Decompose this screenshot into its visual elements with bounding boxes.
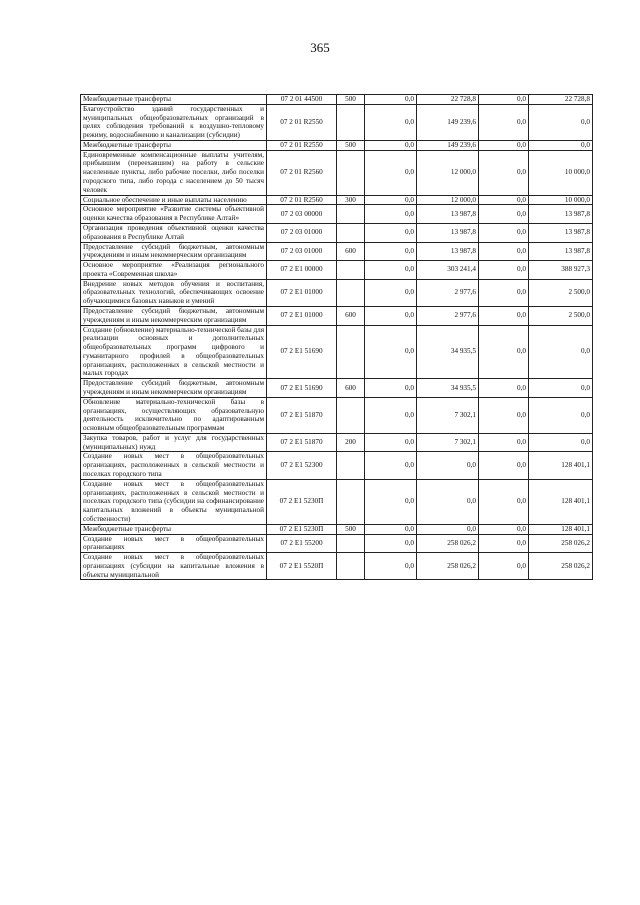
row-value-cell-4: 13 987,8 bbox=[529, 223, 593, 242]
row-value-cell-3: 0,0 bbox=[479, 104, 529, 140]
row-value-cell-1: 0,0 bbox=[365, 433, 417, 452]
row-expense-type-cell bbox=[337, 279, 365, 306]
row-value-cell-2: 13 987,8 bbox=[417, 205, 479, 224]
row-expense-type-cell bbox=[337, 104, 365, 140]
row-value-cell-3: 0,0 bbox=[479, 553, 529, 580]
row-expense-type-cell bbox=[337, 534, 365, 553]
table-row bbox=[81, 433, 593, 452]
row-expense-type-cell: 500 bbox=[337, 95, 365, 105]
row-value-cell-3: 0,0 bbox=[479, 261, 529, 280]
table-row bbox=[81, 104, 593, 140]
row-expense-type-cell: 200 bbox=[337, 433, 365, 452]
table-row bbox=[81, 306, 593, 325]
row-code-cell: 07 2 01 R2560 bbox=[267, 150, 337, 195]
row-name-cell: Внедрение новых методов обучения и воспитания, образовательных технологий, обеспечивающих освоение обучающимися базовых навыков и умений bbox=[81, 279, 267, 306]
table-row bbox=[81, 452, 593, 479]
row-name-cell: Создание (обновление) материально-технической базы для реализации основных и дополнительных общеобразовательных программ цифрового и гуманитарного профилей в общеобразовательных организациях, расположенных в сельской местности и малых городах bbox=[81, 325, 267, 379]
row-expense-type-cell: 500 bbox=[337, 140, 365, 150]
row-code-cell: 07 2 03 01000 bbox=[267, 223, 337, 242]
row-name-cell: Межбюджетные трансферты bbox=[81, 140, 267, 150]
row-code-cell: 07 2 E1 51870 bbox=[267, 433, 337, 452]
row-code-cell: 07 2 E1 52300 bbox=[267, 452, 337, 479]
row-code-cell: 07 2 E1 5230П bbox=[267, 479, 337, 524]
row-expense-type-cell: 600 bbox=[337, 242, 365, 261]
row-value-cell-1: 0,0 bbox=[365, 261, 417, 280]
table-row bbox=[81, 205, 593, 224]
row-name-cell: Закупка товаров, работ и услуг для государственных (муниципальных) нужд bbox=[81, 433, 267, 452]
row-value-cell-1: 0,0 bbox=[365, 140, 417, 150]
table-row bbox=[81, 242, 593, 261]
row-value-cell-1: 0,0 bbox=[365, 95, 417, 105]
row-name-cell: Межбюджетные трансферты bbox=[81, 524, 267, 534]
budget-table bbox=[80, 94, 593, 580]
row-value-cell-1: 0,0 bbox=[365, 205, 417, 224]
row-expense-type-cell bbox=[337, 261, 365, 280]
budget-table-body bbox=[81, 95, 593, 580]
row-value-cell-3: 0,0 bbox=[479, 452, 529, 479]
row-value-cell-4: 0,0 bbox=[529, 379, 593, 398]
row-value-cell-4: 2 500,0 bbox=[529, 279, 593, 306]
row-name-cell: Основное мероприятие «Развитие системы объективной оценки качества образования в Республике Алтай» bbox=[81, 205, 267, 224]
table-row bbox=[81, 534, 593, 553]
row-value-cell-3: 0,0 bbox=[479, 140, 529, 150]
row-value-cell-4: 13 987,8 bbox=[529, 205, 593, 224]
row-code-cell: 07 2 03 00000 bbox=[267, 205, 337, 224]
row-value-cell-1: 0,0 bbox=[365, 379, 417, 398]
row-value-cell-3: 0,0 bbox=[479, 242, 529, 261]
row-value-cell-1: 0,0 bbox=[365, 479, 417, 524]
row-value-cell-2: 34 935,5 bbox=[417, 325, 479, 379]
row-expense-type-cell bbox=[337, 397, 365, 433]
row-value-cell-2: 13 987,8 bbox=[417, 242, 479, 261]
row-value-cell-2: 303 241,4 bbox=[417, 261, 479, 280]
row-name-cell: Межбюджетные трансферты bbox=[81, 95, 267, 105]
row-value-cell-4: 10 000,0 bbox=[529, 150, 593, 195]
row-value-cell-1: 0,0 bbox=[365, 104, 417, 140]
row-value-cell-4: 258 026,2 bbox=[529, 553, 593, 580]
row-value-cell-1: 0,0 bbox=[365, 534, 417, 553]
row-value-cell-4: 22 728,8 bbox=[529, 95, 593, 105]
row-name-cell: Основное мероприятие «Реализация регионального проекта «Современная школа» bbox=[81, 261, 267, 280]
row-code-cell: 07 2 E1 5520П bbox=[267, 553, 337, 580]
row-value-cell-3: 0,0 bbox=[479, 325, 529, 379]
table-row bbox=[81, 524, 593, 534]
row-value-cell-2: 13 987,8 bbox=[417, 223, 479, 242]
row-code-cell: 07 2 01 R2550 bbox=[267, 104, 337, 140]
row-value-cell-4: 0,0 bbox=[529, 325, 593, 379]
table-row bbox=[81, 325, 593, 379]
row-code-cell: 07 2 03 01000 bbox=[267, 242, 337, 261]
row-value-cell-2: 0,0 bbox=[417, 452, 479, 479]
row-value-cell-3: 0,0 bbox=[479, 479, 529, 524]
row-name-cell: Благоустройство зданий государственных и муниципальных общеобразовательных организаций в целях соблюдения требований к воздушно-тепловому режиму, водоснабжению и канализации (субсидии) bbox=[81, 104, 267, 140]
row-value-cell-4: 0,0 bbox=[529, 104, 593, 140]
row-code-cell: 07 2 E1 51870 bbox=[267, 397, 337, 433]
row-value-cell-4: 10 000,0 bbox=[529, 195, 593, 205]
row-value-cell-1: 0,0 bbox=[365, 242, 417, 261]
row-value-cell-2: 0,0 bbox=[417, 524, 479, 534]
table-row bbox=[81, 195, 593, 205]
row-value-cell-4: 388 927,3 bbox=[529, 261, 593, 280]
row-value-cell-4: 128 401,1 bbox=[529, 479, 593, 524]
row-value-cell-3: 0,0 bbox=[479, 205, 529, 224]
row-value-cell-2: 12 000,0 bbox=[417, 195, 479, 205]
row-value-cell-3: 0,0 bbox=[479, 433, 529, 452]
row-name-cell: Организация проведения объективной оценки качества образования в Республике Алтай bbox=[81, 223, 267, 242]
table-row bbox=[81, 553, 593, 580]
row-value-cell-3: 0,0 bbox=[479, 223, 529, 242]
row-expense-type-cell bbox=[337, 553, 365, 580]
table-row bbox=[81, 150, 593, 195]
row-code-cell: 07 2 E1 00000 bbox=[267, 261, 337, 280]
row-value-cell-3: 0,0 bbox=[479, 306, 529, 325]
row-value-cell-4: 128 401,1 bbox=[529, 524, 593, 534]
row-value-cell-1: 0,0 bbox=[365, 223, 417, 242]
row-value-cell-4: 2 500,0 bbox=[529, 306, 593, 325]
row-code-cell: 07 2 01 R2550 bbox=[267, 140, 337, 150]
row-expense-type-cell: 300 bbox=[337, 195, 365, 205]
row-value-cell-3: 0,0 bbox=[479, 524, 529, 534]
row-name-cell: Создание новых мест в общеобразовательных организациях, расположенных в сельской местности и поселках городского типа bbox=[81, 452, 267, 479]
row-value-cell-2: 22 728,8 bbox=[417, 95, 479, 105]
row-value-cell-1: 0,0 bbox=[365, 306, 417, 325]
row-code-cell: 07 2 E1 01000 bbox=[267, 306, 337, 325]
row-value-cell-3: 0,0 bbox=[479, 150, 529, 195]
row-code-cell: 07 2 01 R2560 bbox=[267, 195, 337, 205]
row-value-cell-3: 0,0 bbox=[479, 95, 529, 105]
row-value-cell-2: 2 977,6 bbox=[417, 306, 479, 325]
row-value-cell-3: 0,0 bbox=[479, 534, 529, 553]
row-expense-type-cell bbox=[337, 150, 365, 195]
row-code-cell: 07 2 E1 01000 bbox=[267, 279, 337, 306]
row-value-cell-1: 0,0 bbox=[365, 279, 417, 306]
row-value-cell-4: 13 987,8 bbox=[529, 242, 593, 261]
row-expense-type-cell bbox=[337, 205, 365, 224]
row-value-cell-1: 0,0 bbox=[365, 325, 417, 379]
row-name-cell: Создание новых мест в общеобразовательных организациях bbox=[81, 534, 267, 553]
row-value-cell-2: 149 239,6 bbox=[417, 104, 479, 140]
row-expense-type-cell bbox=[337, 325, 365, 379]
row-value-cell-2: 34 935,5 bbox=[417, 379, 479, 398]
row-value-cell-3: 0,0 bbox=[479, 397, 529, 433]
row-value-cell-1: 0,0 bbox=[365, 524, 417, 534]
row-code-cell: 07 2 E1 51690 bbox=[267, 379, 337, 398]
row-expense-type-cell: 500 bbox=[337, 524, 365, 534]
row-expense-type-cell: 600 bbox=[337, 306, 365, 325]
row-value-cell-1: 0,0 bbox=[365, 195, 417, 205]
row-expense-type-cell bbox=[337, 223, 365, 242]
row-value-cell-2: 258 026,2 bbox=[417, 534, 479, 553]
row-value-cell-2: 149 239,6 bbox=[417, 140, 479, 150]
row-value-cell-2: 12 000,0 bbox=[417, 150, 479, 195]
row-value-cell-2: 0,0 bbox=[417, 479, 479, 524]
row-value-cell-2: 2 977,6 bbox=[417, 279, 479, 306]
row-expense-type-cell bbox=[337, 479, 365, 524]
row-expense-type-cell: 600 bbox=[337, 379, 365, 398]
row-name-cell: Обновление материально-технической базы в организациях, осуществляющих образовательную деятельность исключительно по адаптированным основным общеобразовательным программам bbox=[81, 397, 267, 433]
row-code-cell: 07 2 01 44500 bbox=[267, 95, 337, 105]
row-value-cell-4: 0,0 bbox=[529, 397, 593, 433]
table-row bbox=[81, 261, 593, 280]
row-value-cell-4: 128 401,1 bbox=[529, 452, 593, 479]
row-value-cell-4: 0,0 bbox=[529, 433, 593, 452]
table-row bbox=[81, 95, 593, 105]
row-value-cell-4: 258 026,2 bbox=[529, 534, 593, 553]
row-value-cell-3: 0,0 bbox=[479, 279, 529, 306]
table-row bbox=[81, 279, 593, 306]
row-name-cell: Предоставление субсидий бюджетным, автономным учреждениям и иным некоммерческим организациям bbox=[81, 242, 267, 261]
row-name-cell: Создание новых мест в общеобразовательных организациях, расположенных в сельской местности и поселках городского типа (субсидии на софинансирование капитальных вложений в объекты муниципальной собственности) bbox=[81, 479, 267, 524]
row-name-cell: Предоставление субсидий бюджетным, автономным учреждениям и иным некоммерческим организациям bbox=[81, 379, 267, 398]
row-value-cell-4: 0,0 bbox=[529, 140, 593, 150]
row-value-cell-2: 7 302,1 bbox=[417, 397, 479, 433]
table-row bbox=[81, 223, 593, 242]
row-value-cell-1: 0,0 bbox=[365, 452, 417, 479]
row-value-cell-1: 0,0 bbox=[365, 150, 417, 195]
row-code-cell: 07 2 E1 51690 bbox=[267, 325, 337, 379]
row-name-cell: Социальное обеспечение и иные выплаты населению bbox=[81, 195, 267, 205]
table-row bbox=[81, 379, 593, 398]
row-value-cell-3: 0,0 bbox=[479, 379, 529, 398]
page-number: 365 bbox=[310, 40, 330, 55]
row-value-cell-1: 0,0 bbox=[365, 553, 417, 580]
row-value-cell-1: 0,0 bbox=[365, 397, 417, 433]
row-name-cell: Единовременные компенсационные выплаты учителям, прибывшим (переехавшим) на работу в сельские населенные пункты, либо рабочие поселки, либо поселки городского типа, либо города с населением до 50 тысяч человек bbox=[81, 150, 267, 195]
row-code-cell: 07 2 E1 55200 bbox=[267, 534, 337, 553]
row-value-cell-3: 0,0 bbox=[479, 195, 529, 205]
row-value-cell-2: 7 302,1 bbox=[417, 433, 479, 452]
table-row bbox=[81, 479, 593, 524]
row-name-cell: Создание новых мест в общеобразовательных организациях (субсидии на капитальные вложения в объекты муниципальной bbox=[81, 553, 267, 580]
row-code-cell: 07 2 E1 5230П bbox=[267, 524, 337, 534]
row-name-cell: Предоставление субсидий бюджетным, автономным учреждениям и иным некоммерческим организациям bbox=[81, 306, 267, 325]
row-value-cell-2: 258 026,2 bbox=[417, 553, 479, 580]
table-row bbox=[81, 397, 593, 433]
row-expense-type-cell bbox=[337, 452, 365, 479]
table-row bbox=[81, 140, 593, 150]
